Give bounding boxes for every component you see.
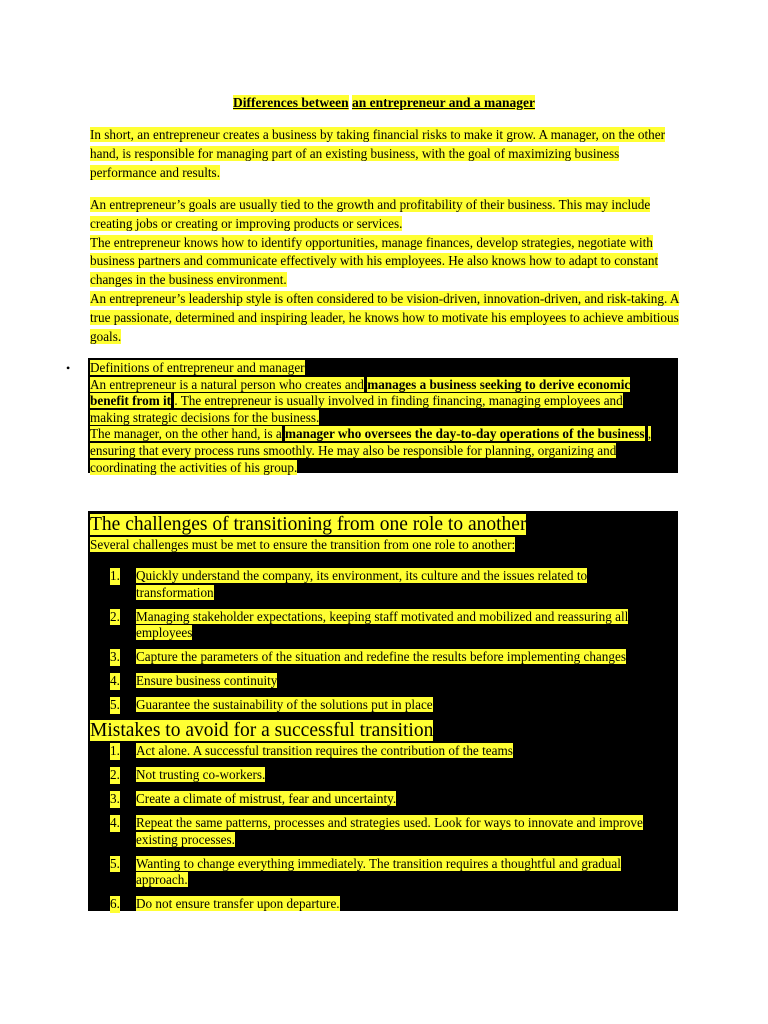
list-item: [110, 609, 662, 642]
entrepreneur-definition-bold: manages a business seeking to derive economic benefit from it: [90, 376, 631, 409]
bullet-icon: •: [66, 361, 71, 375]
list-item: [110, 856, 662, 889]
manager-definition-bold: manager who oversees the day-to-day operations of the business: [285, 426, 645, 442]
entrepreneur-definition-a: An entrepreneur is a natural person who creates and: [90, 376, 364, 392]
list-item: [110, 568, 662, 601]
list-item-text: Not trusting co-workers.: [136, 766, 266, 782]
list-item: [110, 743, 662, 760]
definitions-section: [88, 358, 678, 473]
list-item-text: Create a climate of mistrust, fear and uncertainty.: [136, 790, 397, 806]
goals-section: [90, 196, 680, 346]
list-item-text: Managing stakeholder expectations, keeping staff motivated and mobilized and reassuring all employees: [136, 608, 629, 641]
mistakes-heading: Mistakes to avoid for a successful transition: [90, 720, 434, 741]
list-item-text: Capture the parameters of the situation and redefine the results before implementing changes: [136, 649, 626, 665]
definitions-heading: Definitions of entrepreneur and manager: [90, 360, 305, 375]
list-item-text: Ensure business continuity: [136, 673, 278, 689]
goals-paragraph-3: An entrepreneur’s leadership style is often considered to be vision-driven, innovation-driven, and risk-taking. A true passionate, determined and inspiring leader, he knows how to motivate his employees to achieve ambitious goals.: [90, 290, 680, 344]
challenges-heading: The challenges of transitioning from one role to another: [90, 514, 527, 535]
list-item-number: 2.: [110, 766, 120, 782]
list-item-number: 4.: [110, 673, 120, 689]
list-item-number: 2.: [110, 608, 120, 624]
list-item: [110, 815, 662, 848]
manager-definition-c: , ensuring that every process runs smoothly. He may also be responsible for planning, organizing and coordinating the activities of his group.: [90, 426, 652, 475]
list-item-number: 5.: [110, 855, 120, 871]
manager-definition-a: The manager, on the other hand, is a: [90, 426, 282, 442]
list-item: [110, 791, 662, 808]
mistakes-list: [110, 743, 662, 920]
title-part-2: an entrepreneur and a manager: [351, 95, 535, 110]
intro-text: In short, an entrepreneur creates a business by taking financial risks to make it grow. A manager, on the other hand, is responsible for managing part of an existing business, with the goal of maximizing business performance and results.: [90, 127, 666, 180]
list-item-number: 3.: [110, 790, 120, 806]
list-item-text: Do not ensure transfer upon departure.: [136, 896, 340, 912]
list-item-number: 6.: [110, 896, 120, 912]
document-title: [0, 94, 768, 112]
list-item: [110, 673, 662, 690]
goals-paragraph-1: An entrepreneur’s goals are usually tied to the growth and profitability of their business. This may include creating jobs or creating or improving products or services.: [90, 197, 651, 231]
list-item-text: Quickly understand the company, its environment, its culture and the issues related to transformation: [136, 568, 588, 600]
list-item-text: Repeat the same patterns, processes and strategies used. Look for ways to innovate and improve existing processes.: [136, 814, 643, 847]
list-item-text: Act alone. A successful transition requires the contribution of the teams: [136, 743, 513, 758]
list-item-number: 1.: [110, 743, 120, 758]
intro-paragraph: [90, 126, 680, 182]
challenges-list: [110, 568, 662, 721]
list-item: [110, 649, 662, 666]
entrepreneur-definition-c: . The entrepreneur is usually involved in finding financing, managing employees and making strategic decisions for the business.: [90, 393, 623, 425]
list-item-number: 3.: [110, 649, 120, 665]
list-item: [110, 767, 662, 784]
list-item-text: Wanting to change everything immediately. The transition requires a thoughtful and gradual approach.: [136, 855, 621, 888]
goals-paragraph-2: The entrepreneur knows how to identify opportunities, manage finances, develop strategies, negotiate with business partners and communicate effectively with his employees. He also knows how to adapt to constant changes in the business environment.: [90, 234, 659, 288]
list-item-number: 1.: [110, 568, 120, 583]
challenges-intro: Several challenges must be met to ensure the transition from one role to another:: [90, 537, 516, 552]
challenges-section: [88, 511, 678, 911]
list-item: [110, 697, 662, 714]
title-part-1: Differences between: [233, 95, 349, 110]
list-item-text: Guarantee the sustainability of the solutions put in place: [136, 697, 433, 713]
list-item: [110, 896, 662, 913]
list-item-number: 4.: [110, 814, 120, 830]
list-item-number: 5.: [110, 697, 120, 713]
